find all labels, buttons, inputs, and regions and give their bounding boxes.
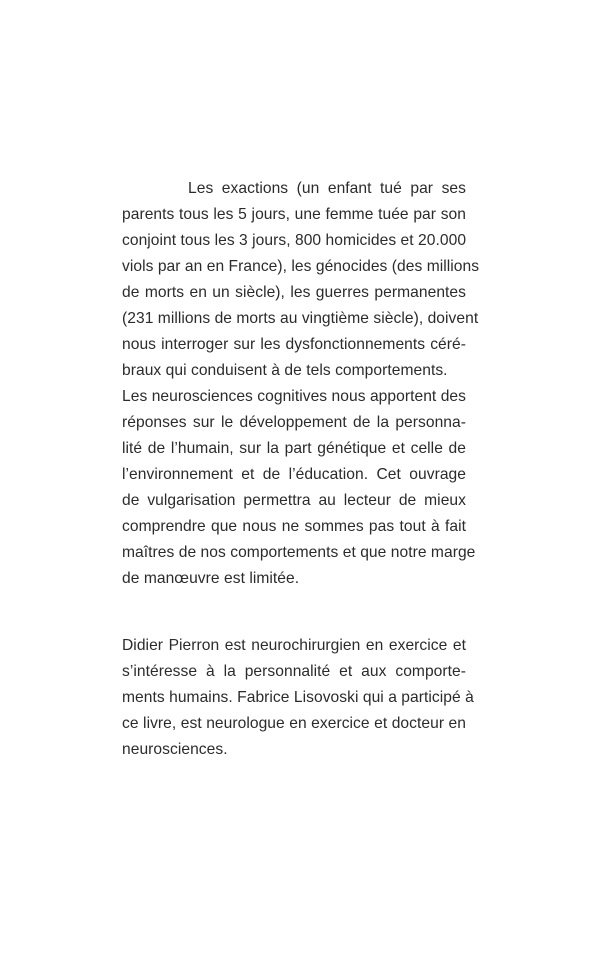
summary-line: lité de l’humain, sur la part génétique et celle de (122, 440, 466, 457)
summary-line: parents tous les 5 jours, une femme tuée par son (122, 206, 466, 223)
author-bio-line: Didier Pierron est neurochirurgien en exercice et (122, 637, 466, 654)
summary-line: de vulgarisation permettra au lecteur de mieux (122, 492, 466, 509)
summary-line: comprendre que nous ne sommes pas tout à fait (122, 518, 466, 535)
summary-line: conjoint tous les 3 jours, 800 homicides et 20.000 (122, 232, 467, 249)
summary-line: braux qui conduisent à de tels comportements. (122, 362, 448, 379)
author-bio-line: neurosciences. (122, 741, 228, 758)
summary-line: (231 millions de morts au vingtième siècle), doivent (122, 310, 479, 327)
author-bio-line: ments humains. Fabrice Lisovoski qui a participé à (122, 689, 474, 706)
summary-line: viols par an en France), les génocides (des millions (122, 258, 480, 275)
author-bio-line: ce livre, est neurologue en exercice et docteur en (122, 715, 466, 732)
summary-line: réponses sur le développement de la personna- (122, 414, 466, 431)
summary-line: Les exactions (un enfant tué par ses (188, 180, 466, 197)
book-summary-paragraph (122, 176, 480, 592)
summary-line: maîtres de nos comportements et que notre marge (122, 544, 476, 561)
summary-line: de morts en un siècle), les guerres permanentes (122, 284, 466, 301)
author-bio-line: s’intéresse à la personnalité et aux comporte- (122, 663, 466, 680)
author-bio-paragraph (122, 633, 474, 763)
summary-line: Les neurosciences cognitives nous apportent des (122, 388, 466, 405)
summary-line: l’environnement et de l’éducation. Cet ouvrage (122, 466, 466, 483)
summary-line: de manœuvre est limitée. (122, 570, 300, 587)
summary-line: nous interroger sur les dysfonctionnements céré- (122, 336, 466, 353)
